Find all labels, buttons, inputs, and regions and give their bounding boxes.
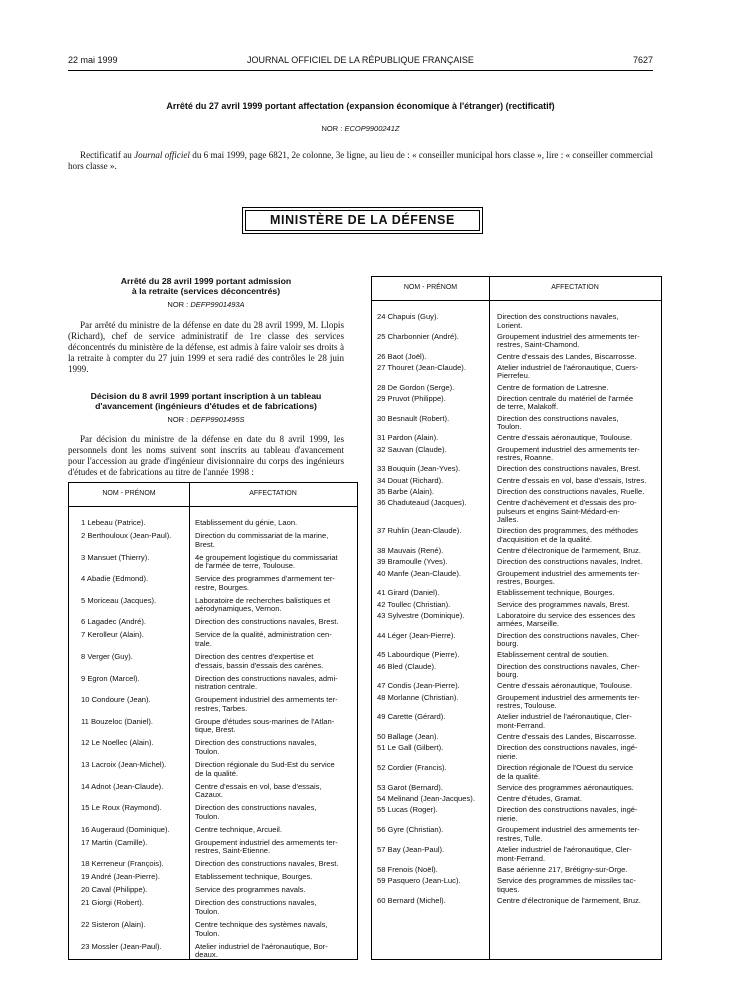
arrete-nor: NOR : DEFP9901493A [167,300,245,309]
person-name: 44 Léger (Jean-Pierre). [377,630,456,640]
affectation: Centre technique, Arcueil. [195,824,282,834]
person-name: 16 Augeraud (Dominique). [81,824,170,834]
affectation: Groupement industriel des armements ter- restres, Roanne. [497,444,640,463]
ministry-title: MINISTÈRE DE LA DÉFENSE [245,210,480,231]
header-affectation: AFFECTATION [249,490,297,497]
person-name: 46 Bled (Claude). [377,661,437,671]
person-name: 14 Adnot (Jean-Claude). [81,781,164,791]
header-page-number: 7627 [632,55,653,65]
affectation: Base aérienne 217, Brétigny-sur-Orge. [497,864,628,874]
person-name: 40 Manfe (Jean-Claude). [377,568,461,578]
person-name: 55 Lucas (Roger). [377,805,438,815]
affectation: Centre d'essais des Landes, Biscarrosse. [497,732,637,742]
person-name: 24 Chapuis (Guy). [377,312,439,321]
affectation: Centre d'essais des Landes, Biscarrosse. [497,351,637,361]
affectation: Service des programmes de missiles tac- tiques. [497,876,636,894]
affectation: Direction du commissariat de la marine, Brest. [195,531,329,549]
person-name: 5 Moriceau (Jacques). [81,595,157,605]
affectation: Direction des constructions navales, Cher- bourg. [497,661,640,680]
person-name: 49 Carette (Gérard). [377,712,446,722]
header-name: NOM - PRÉNOM [403,284,458,291]
affectation: Groupement industriel des armements ter- restres, Tulle. [497,825,640,843]
person-name: 51 Le Gall (Gilbert). [377,743,444,753]
arrete-text: Par arrêté du ministre de la défense en date du 28 avril 1999, M. Llopis (Richard), chef de service administratif de 1re classe des services déconcentrés du ministère de la défense, est admis à faire valoir ses droits à la retraite à compter du 27 juin 1999 et sera radié des contrôles le 28 juin 1999. [68,320,344,374]
affectation: Direction des constructions navales, Toulon. [497,413,619,432]
affectation: Service des programmes navals. [195,885,306,895]
affectation: Direction des constructions navales, ingé- nierie. [497,805,638,823]
person-name: 54 Melinand (Jean-Jacques). [377,794,475,804]
table-header [372,277,661,301]
header-rule [68,70,653,71]
person-name: 56 Gyre (Christian). [377,825,444,835]
affectation: Direction des constructions navales, Toulon. [195,898,317,916]
affectation: Direction des programmes, des méthodes d'acquisition et de la qualité. [497,526,638,544]
rectif-nor: NOR : ECOP9900241Z [321,124,400,133]
person-name: 57 Bay (Jean-Paul). [377,845,445,854]
affectation: Groupement industriel des armements ter- restres, Tarbes. [195,695,338,713]
person-name: 37 Ruhlin (Jean-Claude). [377,526,462,536]
affectation: Groupe d'études sous-marines de l'Atlan- tique, Brest. [195,716,335,735]
person-name: 31 Pardon (Alain). [377,433,439,443]
person-name: 20 Caval (Philippe). [81,885,148,895]
person-name: 36 Chaduteaud (Jacques). [377,498,467,507]
person-name: 11 Bouzeloc (Daniel). [81,716,154,726]
affectation: Direction régionale de l'Ouest du service de la qualité. [497,763,634,781]
affectation: Direction des constructions navales, Brest. [195,859,339,869]
ministry-box [242,207,483,234]
affectation: Direction des constructions navales, Indret. [497,557,643,567]
left-table [68,482,358,960]
affectation: Direction des constructions navales, admi- nistration centrale. [195,673,338,692]
column-divider [489,277,490,959]
table-header [69,483,357,507]
person-name: 29 Pruvot (Philippe). [377,393,446,403]
affectation: Direction des constructions navales, ingé- nierie. [497,743,638,761]
person-name: 38 Mauvais (René). [377,546,444,556]
affectation: Centre d'études, Gramat. [497,794,583,804]
affectation: Direction des constructions navales, Lorient. [497,312,619,330]
person-name: 60 Bernard (Michel). [377,895,446,905]
affectation: Atelier industriel de l'aéronautique, Cuers- Pierrefeu. [497,362,639,381]
affectation: Laboratoire de recherches balistiques et aérodynamiques, Vernon. [195,595,331,614]
person-name: 21 Giorgi (Robert). [81,898,144,908]
affectation: Atelier industriel de l'aéronautique, Cler- mont-Ferrand. [497,712,632,730]
decision-title: Décision du 8 avril 1999 portant inscription à un tableau d'avancement (ingénieurs d'études et de fabrications) [90,391,322,411]
affectation: Service des programmes d'armement ter- restre, Bourges. [195,574,335,592]
column-divider [189,483,190,959]
affectation: Atelier industriel de l'aéronautique, Bor- deaux. [195,941,328,960]
header-affectation: AFFECTATION [551,284,599,291]
person-name: 3 Mansuet (Thierry). [81,552,150,562]
affectation: Service des programmes aéronautiques. [497,783,634,792]
decision-text: Par décision du ministre de la défense en date du 8 avril 1999, les personnels dont les noms suivent sont inscrits au tableau d'avancement pour l'accession au grade d'ingénieur divisionnaire du corps des ingénieurs d'études et de fabrications au titre de l'année 1998 : [68,434,344,477]
person-name: 27 Thouret (Jean-Claude). [377,362,466,372]
header-name: NOM - PRÉNOM [102,490,156,497]
affectation: Etablissement technique, Bourges. [497,588,615,598]
affectation: Centre d'essais aéronautique, Toulouse. [497,433,633,443]
person-name: 33 Bouquin (Jean-Yves). [377,464,461,474]
affectation: Groupement industriel des armements ter- restres, Saint-Chamond. [497,331,640,350]
person-name: 47 Condis (Jean-Pierre). [377,681,460,691]
person-name: 42 Toullec (Christian). [377,599,451,609]
person-name: 39 Bramoulle (Yves). [377,557,448,567]
person-name: 30 Besnault (Robert). [377,413,450,423]
affectation: Centre de formation de Latresne. [497,382,609,392]
person-name: 23 Mossler (Jean-Paul). [81,941,162,951]
person-name: 48 Morlanne (Christian). [377,692,459,702]
affectation: Service de la qualité, administration cen- trale. [195,630,332,648]
person-name: 15 Le Roux (Raymond). [81,803,162,813]
person-name: 4 Abadie (Edmond). [81,574,149,584]
affectation: Direction des constructions navales, Toulon. [195,803,317,821]
person-name: 32 Sauvan (Claude). [377,444,447,454]
person-name: 28 De Gordon (Serge). [377,382,455,392]
person-name: 7 Kerolleur (Alain). [81,630,144,640]
affectation: Direction des constructions navales, Toulon. [195,738,317,756]
person-name: 17 Martin (Camille). [81,837,148,847]
affectation: Centre d'essais aéronautique, Toulouse. [497,681,633,691]
person-name: 8 Verger (Guy). [81,652,133,661]
affectation: Groupement industriel des armements ter- restres, Saint-Etienne. [195,837,338,856]
rectif-title: Arrêté du 27 avril 1999 portant affectation (expansion économique à l'étranger) (rectificatif) [166,101,555,111]
person-name: 6 Lagadec (André). [81,617,147,627]
person-name: 19 André (Jean-Pierre). [81,872,160,882]
affectation: Direction centrale du matériel de l'armée de terre, Malakoff. [497,393,634,412]
affectation: Centre d'achèvement et d'essais des pro- pulseurs et engins Saint-Médard-en- Jalles. [497,498,637,525]
person-name: 43 Sylvestre (Dominique). [377,610,465,620]
person-name: 52 Cordier (Francis). [377,763,447,773]
decision-nor: NOR : DEFP9901495S [167,415,245,424]
person-name: 22 Sisteron (Alain). [81,920,146,929]
person-name: 45 Labourdique (Pierre). [377,650,460,660]
person-name: 1 Lebeau (Patrice). [81,518,146,527]
affectation: Etablissement technique, Bourges. [195,872,313,882]
person-name: 2 Berthouloux (Jean-Paul). [81,531,172,540]
person-name: 13 Lacroix (Jean-Michel). [81,760,167,769]
person-name: 25 Charbonnier (André). [377,331,459,341]
affectation: Direction des centres d'expertise et d'essais, bassin d'essais des carènes. [195,652,324,670]
affectation: Groupement industriel des armements ter- restres, Bourges. [497,568,640,587]
arrete-title: Arrêté du 28 avril 1999 portant admission à la retraite (services déconcentrés) [120,276,292,296]
affectation: 4e groupement logistique du commissariat de l'armée de terre, Toulouse. [195,552,338,571]
person-name: 58 Frenois (Noël). [377,864,438,874]
affectation: Groupement industriel des armements ter- restres, Toulouse. [497,692,640,711]
affectation: Laboratoire du service des essences des armées, Marseille. [497,610,636,629]
affectation: Etablissement central de soutien. [497,650,609,660]
affectation: Centre d'électronique de l'armement, Bruz. [497,546,641,556]
affectation: Atelier industriel de l'aéronautique, Cler- mont-Ferrand. [497,845,632,863]
page-header [68,55,653,69]
affectation: Centre d'essais en vol, base d'essais, Cazaux. [195,781,322,800]
person-name: 50 Ballage (Jean). [377,732,439,742]
affectation: Direction régionale du Sud-Est du service de la qualité. [195,760,335,778]
affectation: Service des programmes navals, Brest. [497,599,630,609]
right-table [371,276,662,960]
affectation: Direction des constructions navales, Brest. [497,464,641,474]
header-journal-title: JOURNAL OFFICIEL DE LA RÉPUBLIQUE FRANÇAISE [247,55,474,65]
affectation: Direction des constructions navales, Brest. [195,617,339,627]
person-name: 18 Kerreneur (François). [81,859,164,869]
affectation: Etablissement du génie, Laon. [195,518,298,527]
affectation: Direction des constructions navales, Cher- bourg. [497,630,640,649]
person-name: 41 Girard (Daniel). [377,588,440,598]
person-name: 59 Pasquero (Jean-Luc). [377,876,461,885]
affectation: Centre d'essais en vol, base d'essais, Istres. [497,475,647,485]
person-name: 53 Garot (Bernard). [377,783,443,792]
person-name: 10 Condoure (Jean). [81,695,151,705]
person-name: 34 Douat (Richard). [377,475,444,485]
person-name: 12 Le Noellec (Alain). [81,738,154,748]
affectation: Centre technique des systèmes navals, Toulon. [195,920,328,938]
rectif-text: Rectificatif au Journal officiel du 6 mai 1999, page 6821, 2e colonne, 3e ligne, au lieu de : « conseiller municipal hors classe », lire : « conseiller commercial hors classe ». [68,150,653,171]
affectation: Centre d'électronique de l'armement, Bruz. [497,895,641,905]
person-name: 9 Egron (Marcel). [81,673,140,683]
affectation: Direction des constructions navales, Ruelle. [497,486,645,496]
header-date: 22 mai 1999 [68,55,118,65]
person-name: 35 Barbe (Alain). [377,486,434,496]
person-name: 26 Baot (Joël). [377,351,427,361]
